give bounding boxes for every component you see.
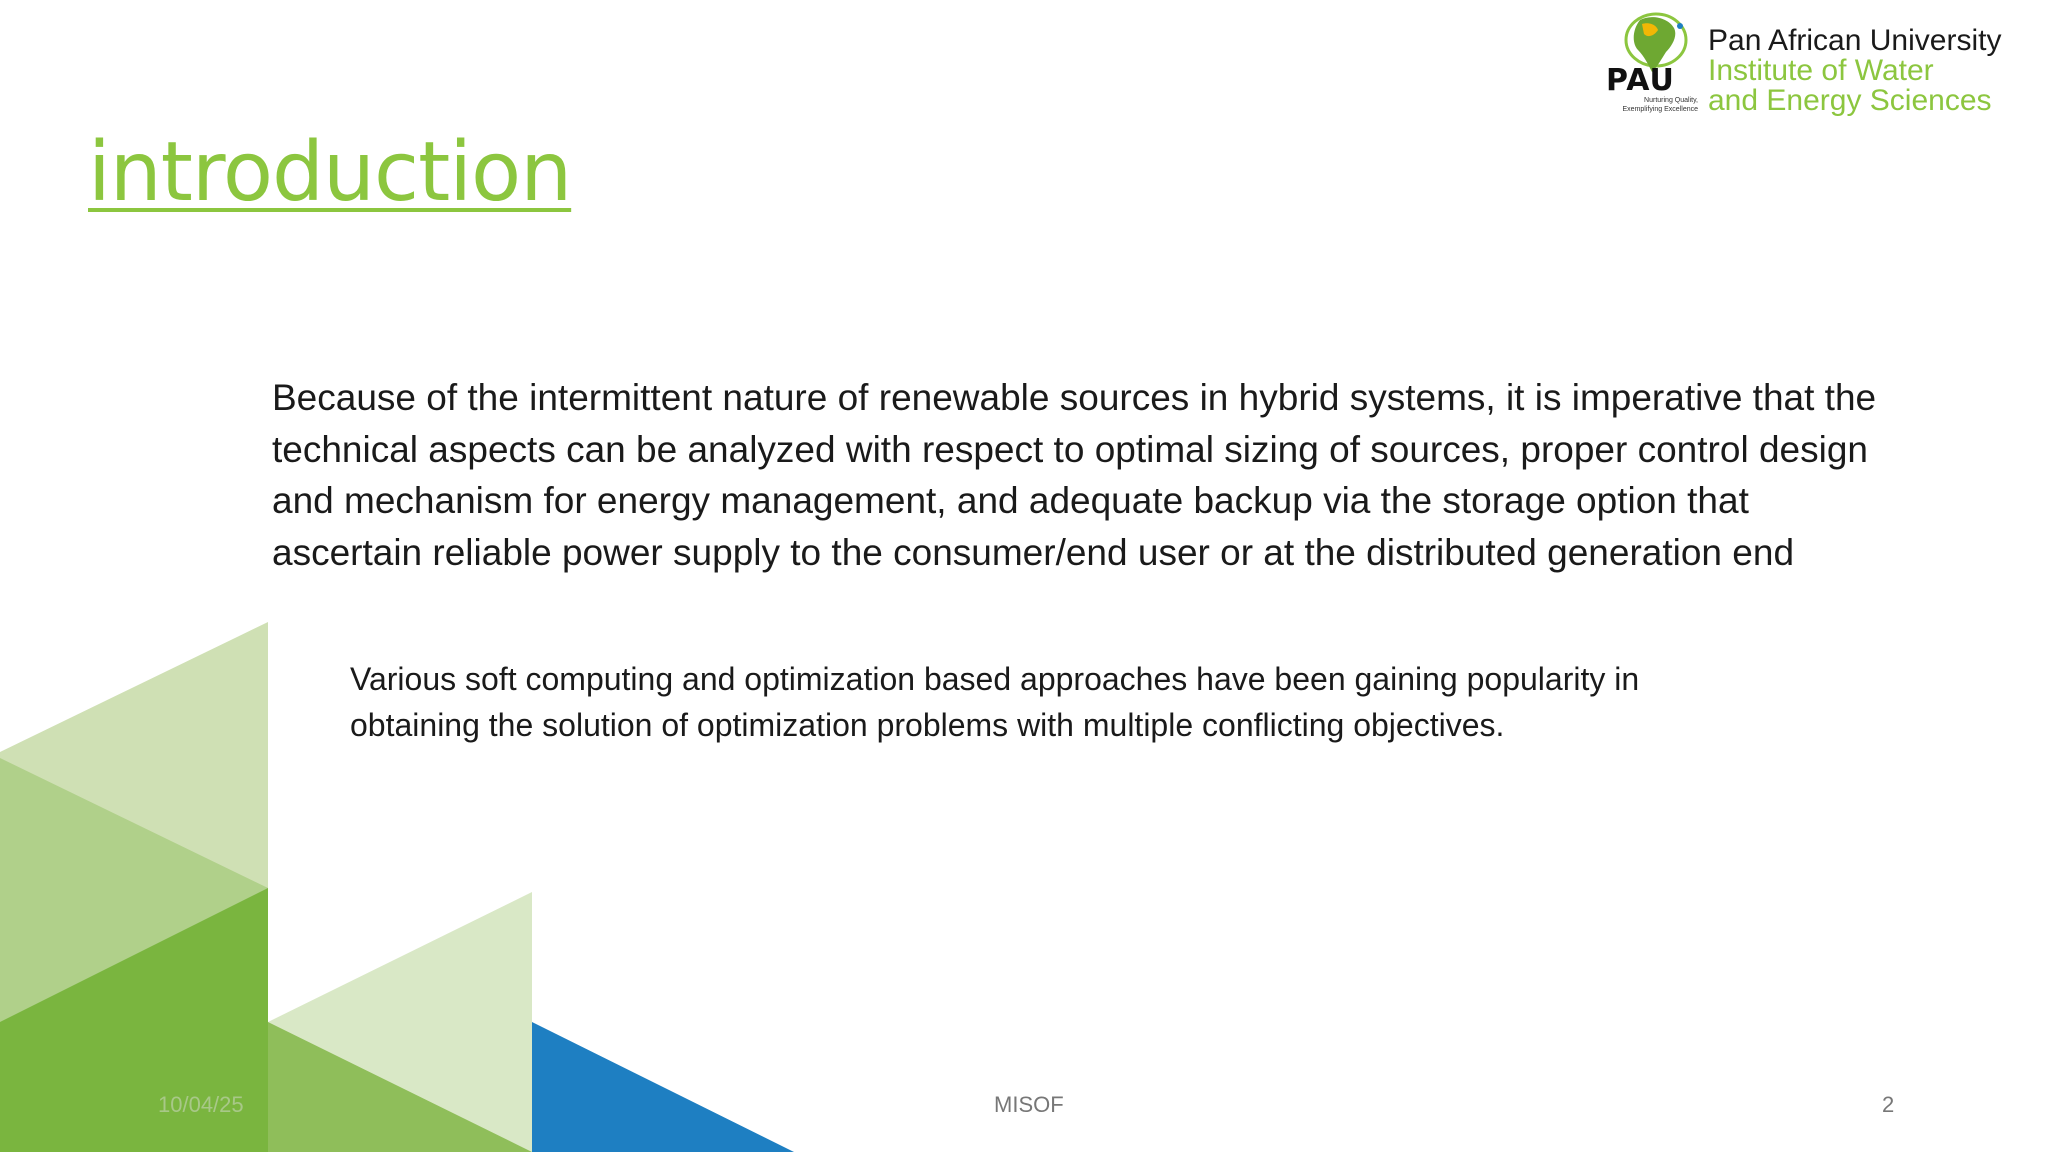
logo-tagline: Nurturing Quality, Exemplifying Excellence: [1622, 97, 1698, 113]
slide-title: introduction: [88, 125, 572, 220]
footer-date: 10/04/25: [158, 1092, 244, 1117]
logo-institute-line2: and Energy Sciences: [1708, 84, 1992, 117]
footer-label: MISOF: [994, 1092, 1064, 1117]
page-number: 2: [1882, 1092, 1895, 1117]
body-paragraph: Because of the intermittent nature of renewable sources in hybrid systems, it is imperative that the technical aspects can be analyzed with respect to optimal sizing of sources, proper control design and mechanism for energy management, and adequate backup via the storage option that ascertain reliable power supply to the consumer/end user or at the distributed generation end: [272, 377, 1877, 573]
logo-institute-line1: Institute of Water: [1708, 54, 1934, 87]
logo-pau-text: PAU: [1606, 63, 1675, 98]
pau-logo: [1596, 6, 2036, 122]
sub-paragraph: Various soft computing and optimization based approaches have been gaining popularity in obtaining the solution of optimization problems with multiple conflicting objectives.: [350, 661, 1640, 743]
blue-triangle: [532, 1022, 794, 1152]
logo-university-name: Pan African University: [1708, 24, 2002, 57]
